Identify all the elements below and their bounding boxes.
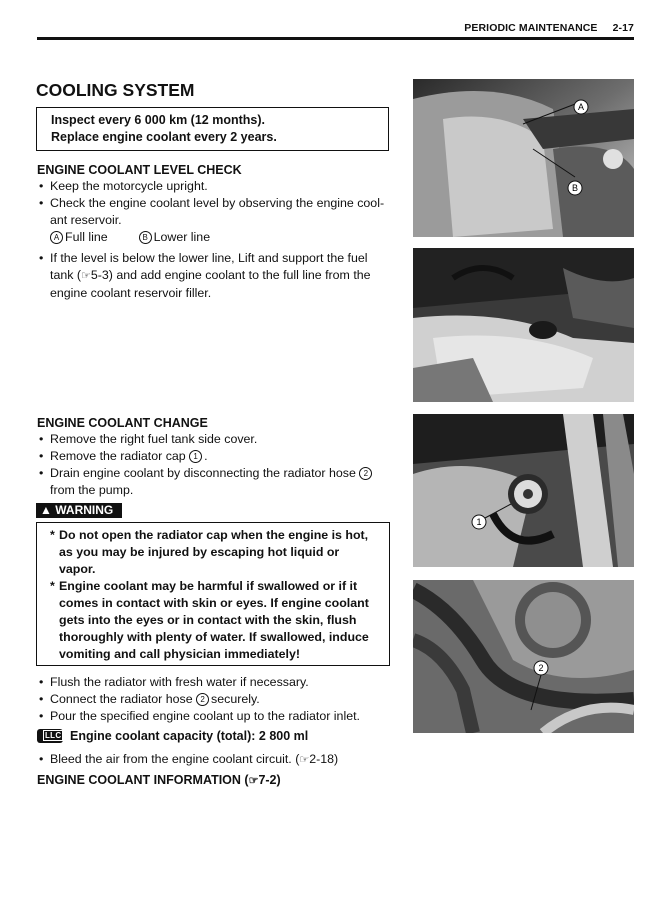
page-title: COOLING SYSTEM [36,80,195,100]
page-reference: 2-18 [309,752,335,766]
callout-b-marker: B [139,231,152,244]
callout-1-marker: 1 [189,450,202,463]
list-item: • If the level is below the lower line, Lift and support the fuel tank (☞5-3) and add engine coolant to the full line from the engine coolant reservoir filler. [37,250,393,302]
page-header [464,22,634,34]
list-item: • Drain engine coolant by disconnecting the radiator hose 2 from the pump. [37,465,393,499]
list-item: • Check the engine coolant level by observing the engine cool- ant reservoir. A Full line B Lower line [37,195,393,246]
callout-1-label: 1 [476,517,482,527]
header-rule [37,37,634,40]
section-title: PERIODIC MAINTENANCE [464,22,598,34]
warning-label: WARNING [55,503,114,517]
reference-hand-icon: ☞ [299,754,310,766]
legend-lower-line: Lower line [153,230,211,244]
photo-radiator-cap [413,414,634,567]
reference-hand-icon: ☞ [248,775,259,787]
coolant-capacity: Engine coolant capacity (total): 2 800 ml [70,729,309,743]
reference-hand-icon: ☞ [81,270,91,282]
callout-a-label: A [577,102,585,112]
photo-reservoir-filler [413,248,634,402]
llc-icon: LLC [37,729,63,743]
legend-full-line: Full line [65,230,108,244]
list-item: • Flush the radiator with fresh water if necessary. [37,674,393,691]
callout-2-marker: 2 [359,467,372,480]
list-item: • Connect the radiator hose 2 securely. [37,691,393,708]
interval-line-1: Inspect every 6 000 km (12 months). [51,113,265,127]
callout-2-marker: 2 [196,693,209,706]
interval-line-2: Replace engine coolant every 2 years. [51,130,277,144]
page-number: 2-17 [612,22,634,34]
coolant-info-heading: ENGINE COOLANT INFORMATION (☞7-2) [37,773,281,787]
coolant-change-heading: ENGINE COOLANT CHANGE [37,416,208,430]
interval-box [36,107,389,151]
level-check-heading: ENGINE COOLANT LEVEL CHECK [37,163,242,177]
callout-b-label: B [571,183,579,193]
list-item: • Remove the radiator cap 1 . [37,448,393,465]
list-item: • Remove the right fuel tank side cover. [37,431,393,448]
photo-radiator-hose [413,580,634,733]
callout-2-label: 2 [538,663,544,673]
list-item: • Pour the specified engine coolant up to the radiator inlet. [37,708,393,725]
page-reference: 5-3 [90,268,109,282]
page-reference: 7-2 [258,773,277,787]
warning-item: * Do not open the radiator cap when the engine is hot, as you may be injured by escaping hot liquid or vapor. [50,527,376,578]
callout-a-marker: A [50,231,63,244]
warning-badge [36,503,122,518]
list-item: • Keep the motorcycle upright. [37,178,393,195]
photo-coolant-reservoir [413,79,634,237]
warning-triangle-icon: ▲ [40,503,52,517]
list-item: • Bleed the air from the engine coolant circuit. (☞2-18) [37,751,393,769]
warning-item: * Engine coolant may be harmful if swallowed or if it comes in contact with skin or eyes. If engine coolant gets into the eyes or in contact with the skin, flush thoroughly with plenty of water. If swallowed, induce vomiting and call physician immediately! [50,578,376,663]
